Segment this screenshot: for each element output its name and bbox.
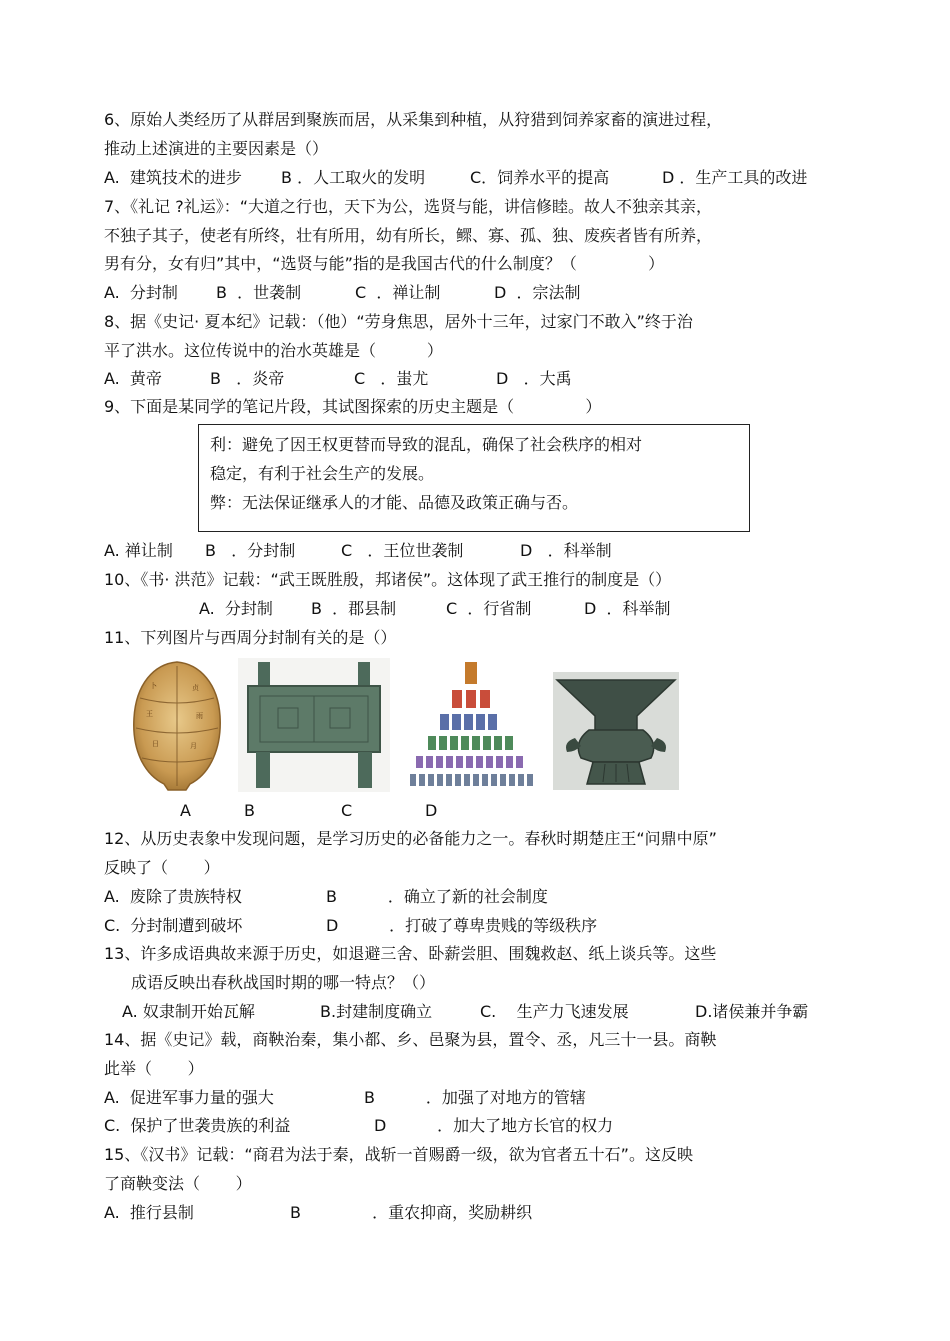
q14-stem-line2: 此举（ ） (104, 1059, 204, 1078)
q10-option-c: C ．行省制 (446, 599, 532, 618)
q12-stem-line1: 12、从历史表象中发现问题，是学习历史的必备能力之一。春秋时期楚庄王“问鼎中原” (104, 829, 717, 848)
q7-option-b: B ．世袭制 (216, 283, 302, 302)
q6-option-a: A. 建筑技术的进步 (104, 168, 242, 187)
q10-stem-line1: 10、《书· 洪范》记载：“武王既胜殷，邦诸侯”。这体现了武王推行的制度是（） (104, 570, 672, 589)
q14-option-d: D ．加大了地方长官的权力 (374, 1116, 614, 1135)
q12-option-d: D ．打破了尊卑贵贱的等级秩序 (326, 916, 598, 935)
q10-option-d: D ．科举制 (584, 599, 671, 618)
q7-stem-line1: 7、《礼记 ?礼运》：“大道之行也，天下为公，选贤与能，讲信修睦。故人不独亲其亲， (104, 197, 713, 216)
q9-note-line1: 利：避免了因王权更替而导致的混乱，确保了社会秩序的相对 (210, 435, 643, 454)
q8-option-c: C ．蚩尤 (354, 369, 429, 388)
q11-caption-c: C (341, 801, 353, 820)
q13-option-c: C. 生产力飞速发展 (480, 1002, 629, 1021)
q10-option-b: B ．郡县制 (311, 599, 397, 618)
q7-option-c: C ．禅让制 (355, 283, 441, 302)
q8-option-a: A. 黄帝 (104, 369, 162, 388)
q12-option-c: C. 分封制遭到破坏 (104, 916, 243, 935)
q15-option-a: A. 推行县制 (104, 1203, 194, 1222)
q15-option-b: B ．重农抑商，奖励耕织 (290, 1203, 533, 1222)
q15-stem-line1: 15、《汉书》记载：“商君为法于秦，战斩一首赐爵一级，欲为官者五十石”。这反映 (104, 1145, 693, 1164)
q6-option-c: C．饲养水平的提高 (470, 168, 610, 187)
q6-stem-line1: 6、原始人类经历了从群居到聚族而居，从采集到种植，从狩猎到饲养家畜的演进过程， (104, 110, 723, 129)
bronze-zun-image (553, 672, 679, 790)
q9-note-line2: 稳定，有利于社会生产的发展。 (210, 464, 435, 483)
q6-option-b: B ．人工取火的发明 (281, 168, 426, 187)
q11-caption-a: A (180, 801, 191, 820)
q11-caption-d: D (425, 801, 438, 820)
q8-stem-line2: 平了洪水。这位传说中的治水英雄是（ ） (104, 341, 443, 360)
q7-stem-line2: 不独子其子，使老有所终，壮有所用，幼有所长，鳏、寡、孤、独、废疾者皆有所养， (104, 226, 713, 245)
q8-option-d: D ．大禹 (496, 369, 572, 388)
q7-option-a: A. 分封制 (104, 283, 178, 302)
q9-option-c: C ．王位世袭制 (341, 541, 464, 560)
svg-text:月: 月 (190, 742, 197, 750)
q12-option-a: A. 废除了贵族特权 (104, 887, 242, 906)
q10-option-a: A. 分封制 (199, 599, 273, 618)
q6-stem-line2: 推动上述演进的主要因素是（） (104, 139, 329, 158)
q13-option-a: A. 奴隶制开始瓦解 (122, 1002, 255, 1021)
q9-note-line3: 弊：无法保证继承人的才能、品德及政策正确与否。 (210, 493, 579, 512)
q7-option-d: D ．宗法制 (494, 283, 581, 302)
q13-stem-line1: 13、许多成语典故来源于历史，如退避三舍、卧薪尝胆、围魏救赵、纸上谈兵等。这些 (104, 944, 717, 963)
q13-option-d: D.诸侯兼并争霸 (695, 1002, 809, 1021)
q14-option-a: A. 促进军事力量的强大 (104, 1088, 274, 1107)
q9-option-a: A. 禅让制 (104, 541, 173, 560)
q9-option-b: B ．分封制 (205, 541, 296, 560)
q11-caption-b: B (244, 801, 255, 820)
q13-stem-line2: 成语反映出春秋战国时期的哪一特点？（） (131, 973, 436, 992)
q11-stem-line1: 11、下列图片与西周分封制有关的是（） (104, 628, 397, 647)
q14-option-b: B ．加强了对地方的管辖 (364, 1088, 586, 1107)
q13-option-b: B.封建制度确立 (320, 1002, 433, 1021)
q8-stem-line1: 8、据《史记· 夏本纪》记载：（他）“劳身焦思，居外十三年，过家门不敢入”终于治 (104, 312, 693, 331)
q15-stem-line2: 了商鞅变法（ ） (104, 1174, 252, 1193)
q8-option-b: B ．炎帝 (210, 369, 285, 388)
svg-text:王: 王 (146, 710, 153, 718)
q12-stem-line2: 反映了（ ） (104, 858, 220, 877)
q14-option-c: C. 保护了世袭贵族的利益 (104, 1116, 291, 1135)
svg-text:贞: 贞 (192, 684, 199, 692)
q9-option-d: D ．科举制 (520, 541, 612, 560)
svg-text:日: 日 (152, 740, 159, 748)
hierarchy-pyramid-image (406, 658, 536, 792)
q9-stem-line1: 9、下面是某同学的笔记片段，其试图探索的历史主题是（ ） (104, 397, 602, 416)
oracle-bone-image (130, 658, 224, 792)
svg-text:卜: 卜 (150, 682, 157, 690)
q7-stem-line3: 男有分，女有归”其中，“选贤与能”指的是我国古代的什么制度？（ ） (104, 254, 665, 273)
bronze-ding-image (238, 658, 390, 792)
q12-option-b: B ．确立了新的社会制度 (326, 887, 548, 906)
svg-text:雨: 雨 (196, 712, 203, 720)
q14-stem-line1: 14、据《史记》载，商鞅治秦，集小都、乡、邑聚为县，置令、丞，凡三十一县。商鞅 (104, 1030, 717, 1049)
q6-option-d: D ．生产工具的改进 (662, 168, 808, 187)
q9-note-box (198, 424, 750, 532)
